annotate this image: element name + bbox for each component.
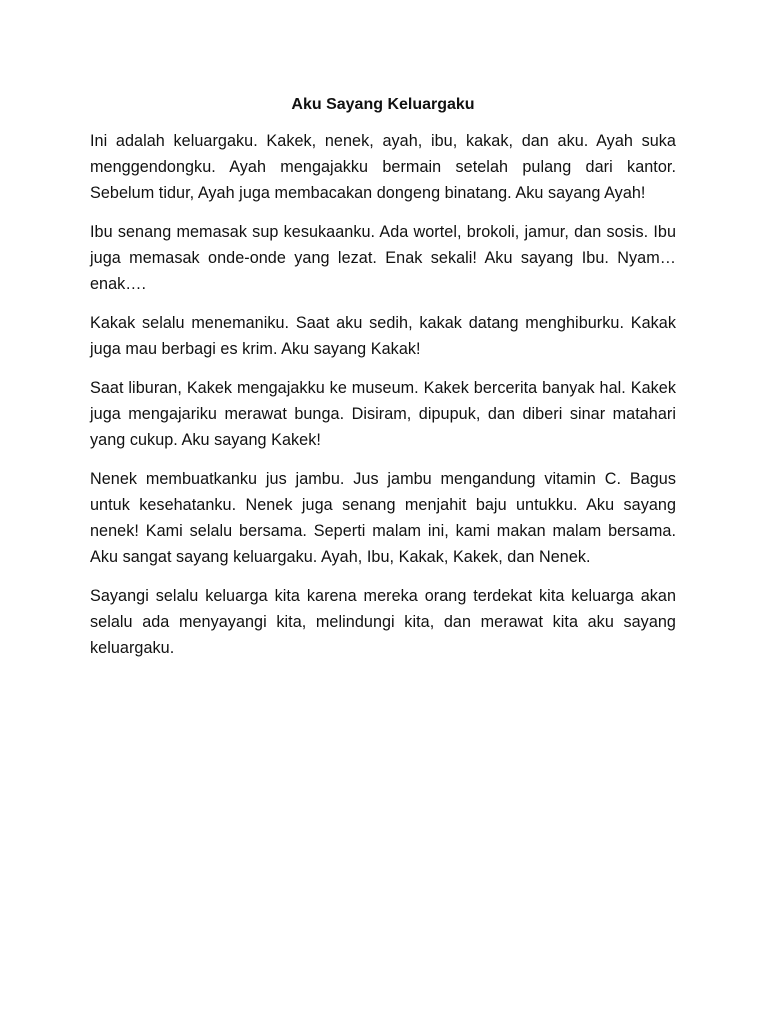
paragraph-closing: Sayangi selalu keluarga kita karena mereka orang terdekat kita keluarga akan selalu ada menyayangi kita, melindungi kita, dan merawat kita aku sayang keluargaku. bbox=[90, 587, 676, 657]
paragraph-nenek: Nenek membuatkanku jus jambu. Jus jambu mengandung vitamin C. Bagus untuk kesehatanku. Nenek juga senang menjahit baju untukku. Aku sayang nenek! Kami selalu bersama. Seperti malam ini, kami makan malam bersama. Aku sangat sayang keluargaku. Ayah, Ibu, Kakak, Kakek, dan Nenek. bbox=[90, 470, 676, 566]
paragraph-kakek: Saat liburan, Kakek mengajakku ke museum. Kakek bercerita banyak hal. Kakek juga mengajariku merawat bunga. Disiram, dipupuk, dan diberi sinar matahari yang cukup. Aku sayang Kakek! bbox=[90, 379, 676, 449]
paragraph-ayah: Ini adalah keluargaku. Kakek, nenek, ayah, ibu, kakak, dan aku. Ayah suka menggendongku. Ayah mengajakku bermain setelah pulang dari kantor. Sebelum tidur, Ayah juga membacakan dongeng binatang. Aku sayang Ayah! bbox=[90, 132, 676, 202]
document-title: Aku Sayang Keluargaku bbox=[291, 96, 475, 113]
paragraph-ibu: Ibu senang memasak sup kesukaanku. Ada wortel, brokoli, jamur, dan sosis. Ibu juga memasak onde-onde yang lezat. Enak sekali! Aku sayang Ibu. Nyam… enak…. bbox=[90, 223, 676, 293]
document-page bbox=[90, 92, 676, 674]
paragraph-kakak: Kakak selalu menemaniku. Saat aku sedih, kakak datang menghiburku. Kakak juga mau berbagi es krim. Aku sayang Kakak! bbox=[90, 314, 676, 358]
